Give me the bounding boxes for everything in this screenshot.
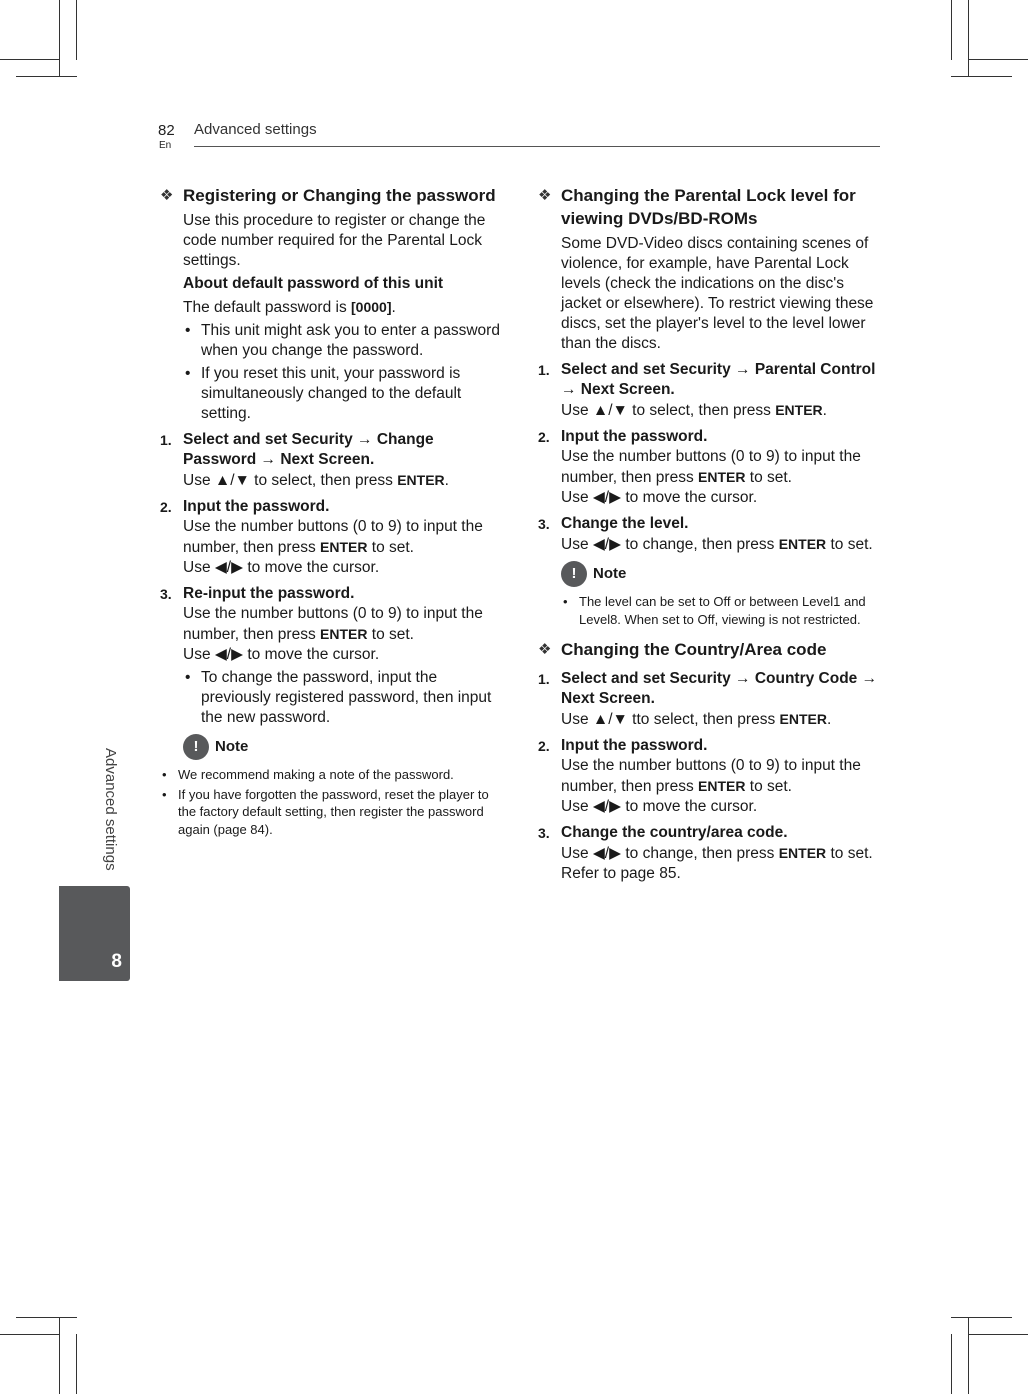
crop-mark — [968, 1317, 969, 1394]
up-down-arrows-icon: ▲/▼ — [214, 472, 250, 489]
note-heading: ! Note — [561, 561, 883, 587]
list-item: • If you have forgotten the password, reset the player to the factory default setting, then register the password again (page 84). — [160, 786, 506, 839]
up-down-arrows-icon: ▲/▼ — [592, 402, 628, 419]
up-down-arrows-icon: ▲/▼ — [592, 711, 628, 728]
section-heading: ❖ Changing the Country/Area code — [538, 640, 827, 659]
section-heading: ❖ Changing the Parental Lock level for viewing DVDs/BD-ROMs — [538, 186, 856, 228]
left-right-arrows-icon: ◀/▶ — [214, 646, 244, 663]
right-column — [538, 184, 883, 890]
right-arrow-icon: → — [735, 670, 751, 687]
exclamation-icon: ! — [183, 734, 209, 760]
step-2: 2. Input the password. Use the number buttons (0 to 9) to input the number, then press ENTER to set. Use ◀/▶ to move the cursor. — [538, 428, 861, 506]
right-arrow-icon: → — [357, 431, 373, 448]
crop-mark — [16, 76, 77, 77]
crop-mark — [951, 0, 952, 60]
right-arrow-icon: → — [561, 381, 577, 398]
note-heading: ! Note — [183, 734, 506, 760]
diamond-bullet-icon: ❖ — [538, 641, 552, 658]
crop-mark — [968, 1334, 1028, 1335]
crop-mark — [0, 59, 60, 60]
page-number: 82 — [158, 122, 175, 139]
crop-mark — [76, 1334, 77, 1394]
right-arrow-icon: → — [861, 670, 878, 687]
crop-mark — [59, 1317, 60, 1394]
diamond-bullet-icon: ❖ — [538, 187, 552, 204]
step-2: 2. Input the password. Use the number buttons (0 to 9) to input the number, then press ENTER to set. Use ◀/▶ to move the cursor. — [160, 498, 483, 576]
crop-mark — [16, 1317, 77, 1318]
list-item: • The level can be set to Off or between Level1 and Level8. When set to Off, viewing is not restricted. — [561, 593, 883, 628]
crop-mark — [76, 0, 77, 60]
step-3: 3. Change the country/area code. Use ◀/▶ to change, then press ENTER to set. Refer to page 85. — [538, 824, 873, 882]
header-section-title: Advanced settings — [194, 121, 317, 138]
page-header — [158, 120, 880, 150]
page-language: En — [159, 140, 172, 151]
crop-mark — [951, 76, 1012, 77]
list-item: • To change the password, input the previously registered password, then input the new password. — [183, 668, 506, 728]
sub-heading: About default password of this unit — [183, 275, 444, 292]
section-heading: ❖ Registering or Changing the password — [160, 186, 496, 205]
left-right-arrows-icon: ◀/▶ — [214, 559, 244, 576]
note-list — [561, 593, 883, 628]
crop-mark — [951, 1317, 1012, 1318]
note-list — [160, 766, 506, 838]
left-right-arrows-icon: ◀/▶ — [592, 489, 622, 506]
exclamation-icon: ! — [561, 561, 587, 587]
crop-mark — [59, 0, 60, 77]
step-1: 1. Select and set Security → Change Password → Next Screen. Use ▲/▼ to select, then press ENTER. — [160, 431, 449, 489]
left-column — [160, 184, 506, 844]
chapter-tab — [59, 886, 130, 981]
right-arrow-icon: → — [735, 361, 751, 378]
left-right-arrows-icon: ◀/▶ — [592, 536, 622, 553]
crop-mark — [951, 1334, 952, 1394]
step-3: 3. Change the level. Use ◀/▶ to change, then press ENTER to set. — [538, 515, 873, 553]
crop-mark — [968, 59, 1028, 60]
default-password-line: The default password is [0000]. — [183, 299, 396, 316]
intro-paragraph: Use this procedure to register or change the code number required for the Parental Lock settings. — [183, 212, 486, 269]
bullet-list — [183, 321, 506, 424]
step-1: 1. Select and set Security → Country Code → Next Screen. Use ▲/▼ tto select, then press ENTER. — [538, 670, 878, 728]
side-section-label: Advanced settings — [102, 748, 119, 871]
left-right-arrows-icon: ◀/▶ — [592, 798, 622, 815]
chapter-number: 8 — [111, 951, 122, 972]
header-rule — [194, 146, 880, 147]
step-3: 3. Re-input the password. Use the number buttons (0 to 9) to input the number, then press ENTER to set. Use ◀/▶ to move the cursor. • To change the password, input the previously registered password, then input the new password. — [160, 584, 506, 728]
right-arrow-icon: → — [260, 451, 277, 468]
intro-paragraph: Some DVD-Video discs containing scenes of violence, for example, have Parental Lock levels (check the indications on the disc's jacket or elsewhere). To restrict viewing these discs, set the player's level to the level lower than the discs. — [561, 235, 874, 352]
crop-mark — [0, 1334, 60, 1335]
left-right-arrows-icon: ◀/▶ — [592, 845, 622, 862]
crop-mark — [968, 0, 969, 77]
step-2: 2. Input the password. Use the number buttons (0 to 9) to input the number, then press ENTER to set. Use ◀/▶ to move the cursor. — [538, 737, 861, 815]
step-1: 1. Select and set Security → Parental Control → Next Screen. Use ▲/▼ to select, then press ENTER. — [538, 361, 876, 419]
bullet-list — [183, 668, 506, 728]
list-item: • This unit might ask you to enter a password when you change the password. — [183, 321, 506, 361]
list-item: • If you reset this unit, your password is simultaneously changed to the default setting. — [183, 364, 506, 424]
list-item: • We recommend making a note of the password. — [160, 766, 506, 784]
diamond-bullet-icon: ❖ — [160, 187, 174, 204]
